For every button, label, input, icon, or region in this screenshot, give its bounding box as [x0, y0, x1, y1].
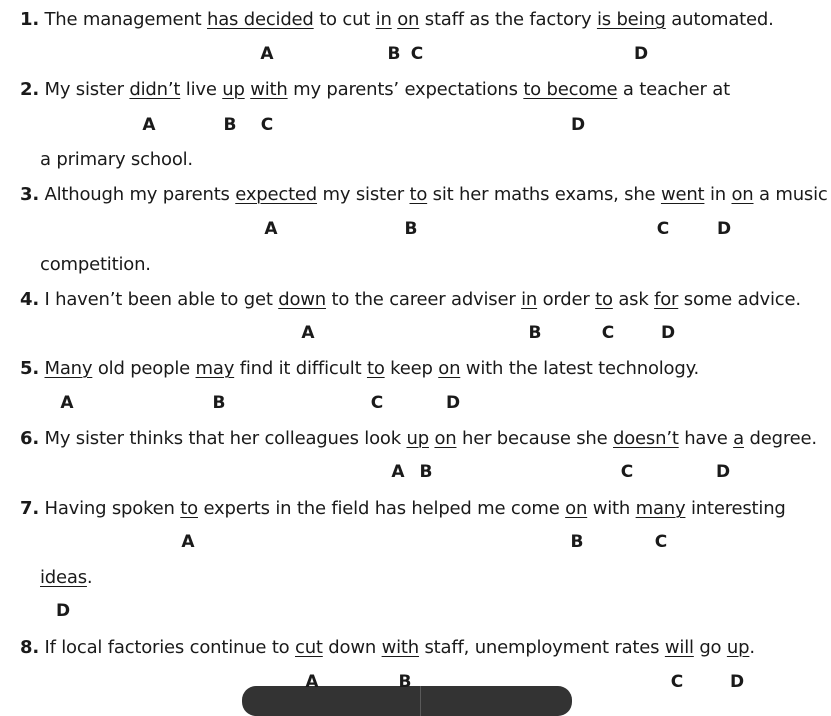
label-c: C — [370, 393, 384, 413]
label-c: C — [656, 219, 670, 239]
question-2-continuation: a primary school. — [40, 149, 193, 170]
label-c: C — [410, 44, 424, 64]
label-d: D — [570, 115, 586, 135]
label-c: C — [620, 462, 634, 482]
label-a: A — [60, 393, 74, 413]
label-a: A — [260, 44, 274, 64]
label-c: C — [260, 115, 274, 135]
label-a: A — [301, 323, 315, 343]
question-7: 7. Having spoken to experts in the field has helped me come on with many interesting — [20, 498, 786, 519]
label-a: A — [264, 219, 278, 239]
option-c: with — [250, 79, 288, 100]
question-3-continuation: competition. — [40, 254, 151, 275]
option-d: up — [726, 637, 750, 658]
question-4: 4. I haven’t been able to get down to the career adviser in order to ask for some advice. — [20, 289, 801, 310]
option-b: up — [222, 79, 245, 100]
label-d: D — [729, 672, 745, 692]
label-a: A — [142, 115, 156, 135]
label-d: D — [660, 323, 676, 343]
label-a: A — [181, 532, 195, 552]
label-d: D — [716, 219, 732, 239]
label-b: B — [387, 44, 401, 64]
option-a: cut — [295, 637, 323, 658]
question-number: 1. — [20, 9, 39, 30]
question-number: 8. — [20, 637, 39, 658]
label-b: B — [570, 532, 584, 552]
option-a: expected — [235, 184, 318, 205]
question-5: 5. Many old people may find it difficult to keep on with the latest technology. — [20, 358, 699, 379]
option-a: didn’t — [129, 79, 181, 100]
label-b: B — [404, 219, 418, 239]
question-8: 8. If local factories continue to cut down with staff, unemployment rates will go up. — [20, 637, 755, 658]
question-1: 1. The management has decided to cut in on staff as the factory is being automated. — [20, 9, 774, 30]
option-b: may — [195, 358, 235, 379]
option-a: down — [278, 289, 327, 310]
option-a: to — [180, 498, 198, 519]
option-c: to — [366, 358, 385, 379]
option-d: ideas — [40, 567, 87, 588]
question-number: 6. — [20, 428, 39, 449]
option-d: to become — [523, 79, 618, 100]
label-b: B — [528, 323, 542, 343]
option-b: on — [565, 498, 588, 519]
option-d: is being — [596, 9, 666, 30]
option-c: many — [635, 498, 686, 519]
option-c: doesn’t — [613, 428, 679, 449]
label-b: B — [223, 115, 237, 135]
label-d: D — [55, 601, 71, 621]
label-c: C — [670, 672, 684, 692]
toolbar-divider — [420, 686, 421, 716]
option-b: in — [375, 9, 392, 30]
label-b: B — [398, 672, 412, 692]
question-6: 6. My sister thinks that her colleagues look up on her because she doesn’t have a degree. — [20, 428, 817, 449]
option-c: on — [397, 9, 420, 30]
question-number: 5. — [20, 358, 39, 379]
label-d: D — [445, 393, 461, 413]
question-7-continuation: ideas. — [40, 567, 93, 588]
option-b: to — [409, 184, 428, 205]
option-d: a — [733, 428, 744, 449]
label-b: B — [419, 462, 433, 482]
question-number: 4. — [20, 289, 39, 310]
option-b: with — [381, 637, 419, 658]
option-d: on — [438, 358, 461, 379]
option-a: Many — [44, 358, 93, 379]
option-d: on — [731, 184, 754, 205]
option-a: has decided — [207, 9, 314, 30]
option-c: will — [664, 637, 694, 658]
label-d: D — [633, 44, 649, 64]
label-c: C — [601, 323, 615, 343]
label-d: D — [715, 462, 731, 482]
option-d: for — [654, 289, 679, 310]
option-a: up — [406, 428, 429, 449]
option-b: on — [434, 428, 457, 449]
question-number: 2. — [20, 79, 39, 100]
label-b: B — [212, 393, 226, 413]
question-2: 2. My sister didn’t live up with my parents’ expectations to become a teacher at — [20, 79, 730, 100]
label-a: A — [391, 462, 405, 482]
question-number: 7. — [20, 498, 39, 519]
question-number: 3. — [20, 184, 39, 205]
option-c: went — [660, 184, 705, 205]
option-c: to — [595, 289, 613, 310]
label-c: C — [654, 532, 668, 552]
option-b: in — [521, 289, 538, 310]
question-3: 3. Although my parents expected my sister to sit her maths exams, she went in on a music — [20, 184, 828, 205]
label-a: A — [305, 672, 319, 692]
